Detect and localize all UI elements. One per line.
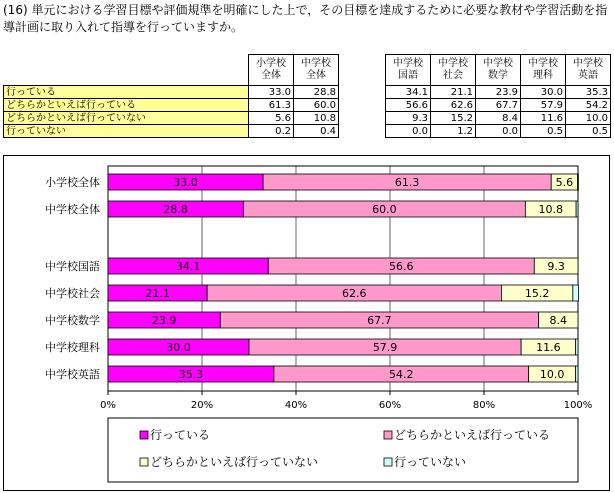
bar-segment xyxy=(573,285,579,301)
table-cell: 56.6 xyxy=(386,99,431,112)
data-label: 61.3 xyxy=(394,176,420,189)
table-header-text: 英語 xyxy=(578,70,598,81)
table-cell: 67.7 xyxy=(476,99,521,112)
plot-area xyxy=(108,166,578,391)
table-header-text: 中学校 xyxy=(301,58,331,69)
table-row-label: どちらかといえば行っている xyxy=(4,99,249,112)
data-label: 57.9 xyxy=(372,341,398,354)
table-cell: 0.0 xyxy=(386,125,431,138)
bar-segment xyxy=(576,339,578,355)
legend-swatch xyxy=(140,431,148,439)
table-header-text: 中学校 xyxy=(393,58,423,69)
category-label: 中学校英語 xyxy=(45,368,100,381)
table-gap xyxy=(339,86,386,99)
table-cell: 35.3 xyxy=(566,86,611,99)
data-label: 9.3 xyxy=(547,260,565,273)
x-tick-label: 40% xyxy=(284,400,308,411)
data-label: 8.4 xyxy=(549,314,568,327)
data-label: 23.9 xyxy=(151,314,177,327)
table-cell: 60.0 xyxy=(294,99,339,112)
table-cell: 0.4 xyxy=(294,125,339,138)
table-gap xyxy=(339,55,386,86)
table-cell: 34.1 xyxy=(386,86,431,99)
bar-segment xyxy=(576,201,578,217)
table-header-cell xyxy=(386,55,431,86)
table-cell: 21.1 xyxy=(431,86,476,99)
data-label: 34.1 xyxy=(175,260,201,273)
category-label: 中学校社会 xyxy=(45,287,100,300)
table-header-cell xyxy=(431,55,476,86)
table-header-text: 数学 xyxy=(488,70,508,81)
category-label: 中学校数学 xyxy=(45,314,100,327)
table-corner xyxy=(4,55,249,86)
table-cell: 10.8 xyxy=(294,112,339,125)
chart-area xyxy=(3,155,610,491)
table-header-cell xyxy=(476,55,521,86)
table-header-text: 中学校 xyxy=(573,58,603,69)
table-cell: 61.3 xyxy=(249,99,294,112)
legend-swatch xyxy=(384,431,392,439)
table-header-text: 中学校 xyxy=(528,58,558,69)
table-cell: 0.2 xyxy=(249,125,294,138)
table-header-row xyxy=(4,55,611,86)
data-label: 11.6 xyxy=(536,341,561,354)
table-header-text: 中学校 xyxy=(483,58,513,69)
table-gap xyxy=(339,112,386,125)
x-tick-label: 100% xyxy=(563,400,593,411)
x-tick-label: 80% xyxy=(472,400,496,411)
table-header-text: 中学校 xyxy=(438,58,468,69)
table-cell: 5.6 xyxy=(249,112,294,125)
table-header-cell xyxy=(521,55,566,86)
table-header-text: 全体 xyxy=(306,70,326,81)
table-cell: 54.2 xyxy=(566,99,611,112)
data-label: 10.8 xyxy=(538,203,563,216)
table-cell: 28.8 xyxy=(294,86,339,99)
legend-swatch xyxy=(140,458,148,466)
category-label: 中学校全体 xyxy=(45,203,100,216)
category-label: 中学校理科 xyxy=(45,341,100,354)
data-label: 35.3 xyxy=(178,368,204,381)
data-label: 30.0 xyxy=(166,341,191,354)
table-cell: 0.5 xyxy=(521,125,566,138)
table-cell: 33.0 xyxy=(249,86,294,99)
table-header-text: 社会 xyxy=(443,70,463,81)
table-gap xyxy=(339,125,386,138)
question-text: (16) 単元における学習目標や評価規準を明確にした上で，その目標を達成するために必要な教材や学習活動を指導計画に取り入れて指導を行っていますか。 xyxy=(3,3,608,34)
table-row-label: 行っていない xyxy=(4,125,249,138)
data-label: 15.2 xyxy=(524,287,550,300)
table-gap xyxy=(339,99,386,112)
table-header-text: 全体 xyxy=(261,70,281,81)
data-label: 60.0 xyxy=(372,203,397,216)
table-row xyxy=(4,112,611,125)
data-label: 21.1 xyxy=(145,287,170,300)
data-label: 33.0 xyxy=(173,176,198,189)
category-label: 小学校全体 xyxy=(45,176,100,189)
stacked-bar-chart xyxy=(4,156,609,490)
table-cell: 57.9 xyxy=(521,99,566,112)
table-cell: 23.9 xyxy=(476,86,521,99)
bar-segment xyxy=(576,366,578,382)
table-cell: 30.0 xyxy=(521,86,566,99)
table-cell: 0.5 xyxy=(566,125,611,138)
table-cell: 1.2 xyxy=(431,125,476,138)
table-header-cell xyxy=(294,55,339,86)
legend-swatch xyxy=(384,458,392,466)
x-tick-label: 0% xyxy=(100,400,116,411)
table-row xyxy=(4,125,611,138)
bar-segment xyxy=(578,174,579,190)
table-cell: 10.0 xyxy=(566,112,611,125)
table-cell: 8.4 xyxy=(476,112,521,125)
table-header-text: 小学校 xyxy=(256,58,286,69)
data-label: 5.6 xyxy=(555,176,574,189)
table-header-cell xyxy=(566,55,611,86)
table-header-text: 理科 xyxy=(533,70,553,81)
data-label: 54.2 xyxy=(389,368,414,381)
legend-label: どちらかといえば行っている xyxy=(394,428,551,442)
table-cell: 9.3 xyxy=(386,112,431,125)
table-cell: 15.2 xyxy=(431,112,476,125)
table-cell: 11.6 xyxy=(521,112,566,125)
table-row-label: どちらかといえば行っていない xyxy=(4,112,249,125)
table-cell: 0.0 xyxy=(476,125,521,138)
data-label: 62.6 xyxy=(342,287,367,300)
legend-label: 行っている xyxy=(150,428,211,442)
table-row-label: 行っている xyxy=(4,86,249,99)
data-label: 28.8 xyxy=(163,203,188,216)
data-label: 56.6 xyxy=(389,260,414,273)
data-label: 10.0 xyxy=(539,368,565,381)
category-label: 中学校国語 xyxy=(45,260,100,273)
table-cell: 62.6 xyxy=(431,99,476,112)
results-table xyxy=(3,54,611,138)
x-tick-label: 20% xyxy=(190,400,214,411)
table-header-text: 国語 xyxy=(398,70,418,81)
data-label: 67.7 xyxy=(367,314,392,327)
table-row xyxy=(4,99,611,112)
legend-label: どちらかといえば行っていない xyxy=(150,455,319,469)
x-tick-label: 60% xyxy=(378,400,402,411)
table-row xyxy=(4,86,611,99)
legend-label: 行っていない xyxy=(394,455,467,469)
table-header-cell xyxy=(249,55,294,86)
